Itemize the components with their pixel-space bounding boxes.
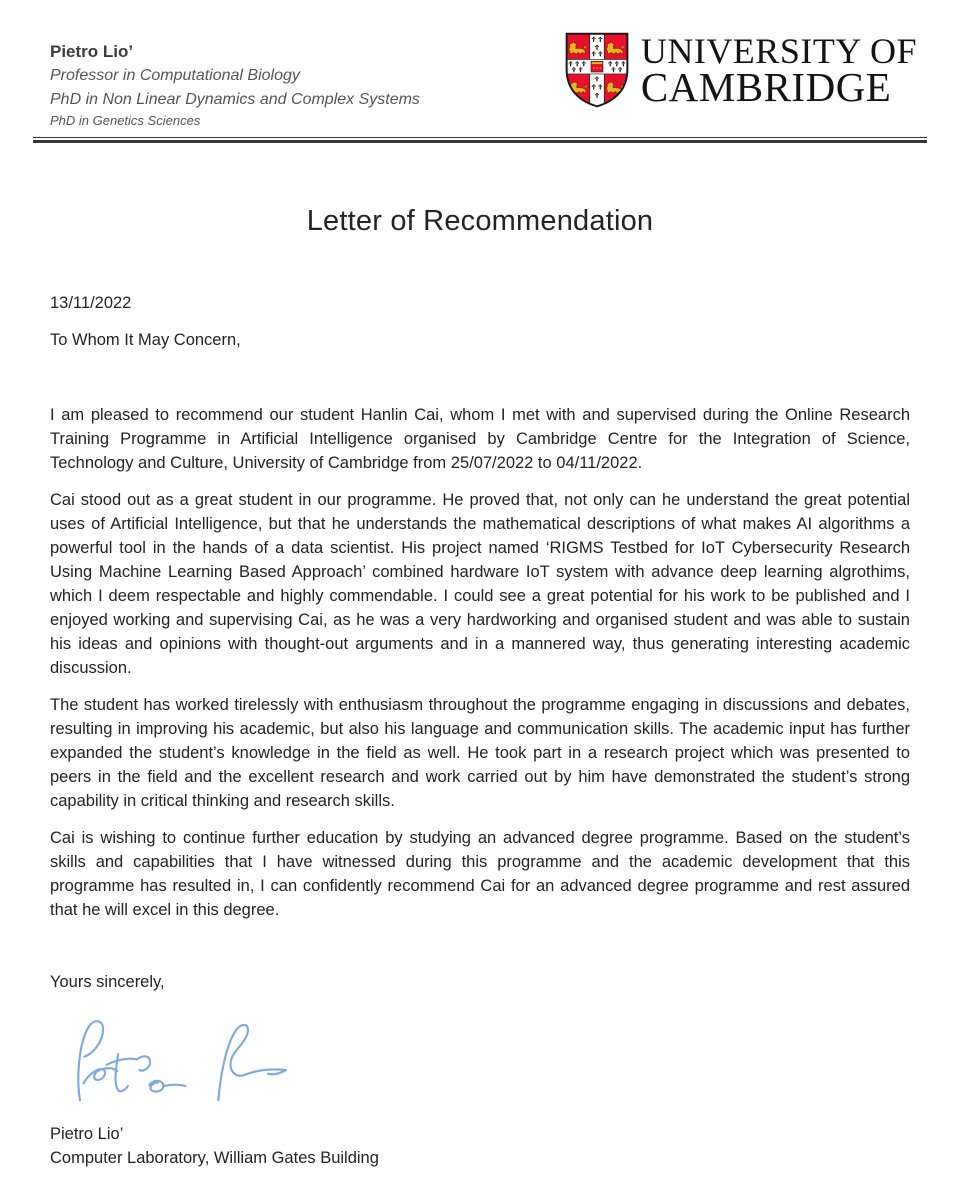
- document-title: Letter of Recommendation: [306, 205, 654, 237]
- letter-date: 13/11/2022: [50, 294, 132, 312]
- author-block: [50, 38, 420, 130]
- author-name: Pietro Lio’: [50, 42, 134, 61]
- author-role-1: Professor in Computational Biology: [50, 67, 300, 84]
- author-role-3: PhD in Genetics Sciences: [50, 113, 201, 128]
- header-rule-thin-line: [33, 137, 927, 138]
- closing-line: Yours sincerely,: [50, 973, 165, 991]
- signatory-name: Pietro Lio’: [50, 1125, 124, 1143]
- paragraph-2: Cai stood out as a great student in our programme. He proved that, not only can he understand the great potential uses of Artificial Intelligence, but that he understands the mathematical descriptions of what makes AI algorithms a powerful tool in the hands of a data scientist. His project named ‘RIGMS Testbed for IoT Cybersecurity Research Using Machine Learning Based Approach’ combined hardware IoT system with advance deep learning algrothims, which I deem respectable and highly commendable. I could see a great potential for his work to be published and I enjoyed working and supervising Cai, as he was a very hardworking and organised student and was able to sustain his ideas and opinions with thought-out arguments and in a mannered way, thus generating interesting academic discussion.: [50, 491, 910, 677]
- logo-line-1: UNIVERSITY OF: [640, 31, 917, 71]
- cambridge-logo: [564, 30, 917, 110]
- header-rule: [33, 137, 927, 143]
- paragraph-3: The student has worked tirelessly with enthusiasm throughout the programme engaging in discussions and debates, resulting in improving his academic, but also his language and communication skills. The academic input has further expanded the student’s knowledge in the field as well. He took part in a research project which was presented to peers in the field and the excellent research and work carried out by him have demonstrated the student’s strong capability in critical thinking and research skills.: [50, 696, 910, 810]
- author-role-2: PhD in Non Linear Dynamics and Complex Systems: [50, 91, 420, 108]
- signatory-affiliation: Computer Laboratory, William Gates Building: [50, 1149, 379, 1167]
- signature-image: [56, 1008, 308, 1110]
- logo-line-2: CAMBRIDGE: [640, 64, 892, 110]
- paragraph-1: I am pleased to recommend our student Hanlin Cai, whom I met with and supervised during the Online Research Training Programme in Artificial Intelligence organised by Cambridge Centre for the Integration of Science, Technology and Culture, University of Cambridge from 25/07/2022 to 04/11/2022.: [50, 406, 910, 472]
- cambridge-logotype: [640, 31, 917, 110]
- salutation: To Whom It May Concern,: [50, 331, 241, 349]
- cambridge-shield-icon: [564, 30, 630, 110]
- letterhead: [50, 31, 917, 130]
- header-rule-thick-line: [33, 140, 927, 143]
- paragraph-4: Cai is wishing to continue further education by studying an advanced degree programme. Based on the student’s skills and capabilities that I have witnessed during this programme and the academic development that this programme has resulted in, I can confidently recommend Cai for an advanced degree programme and rest assured that he will excel in this degree.: [50, 829, 910, 919]
